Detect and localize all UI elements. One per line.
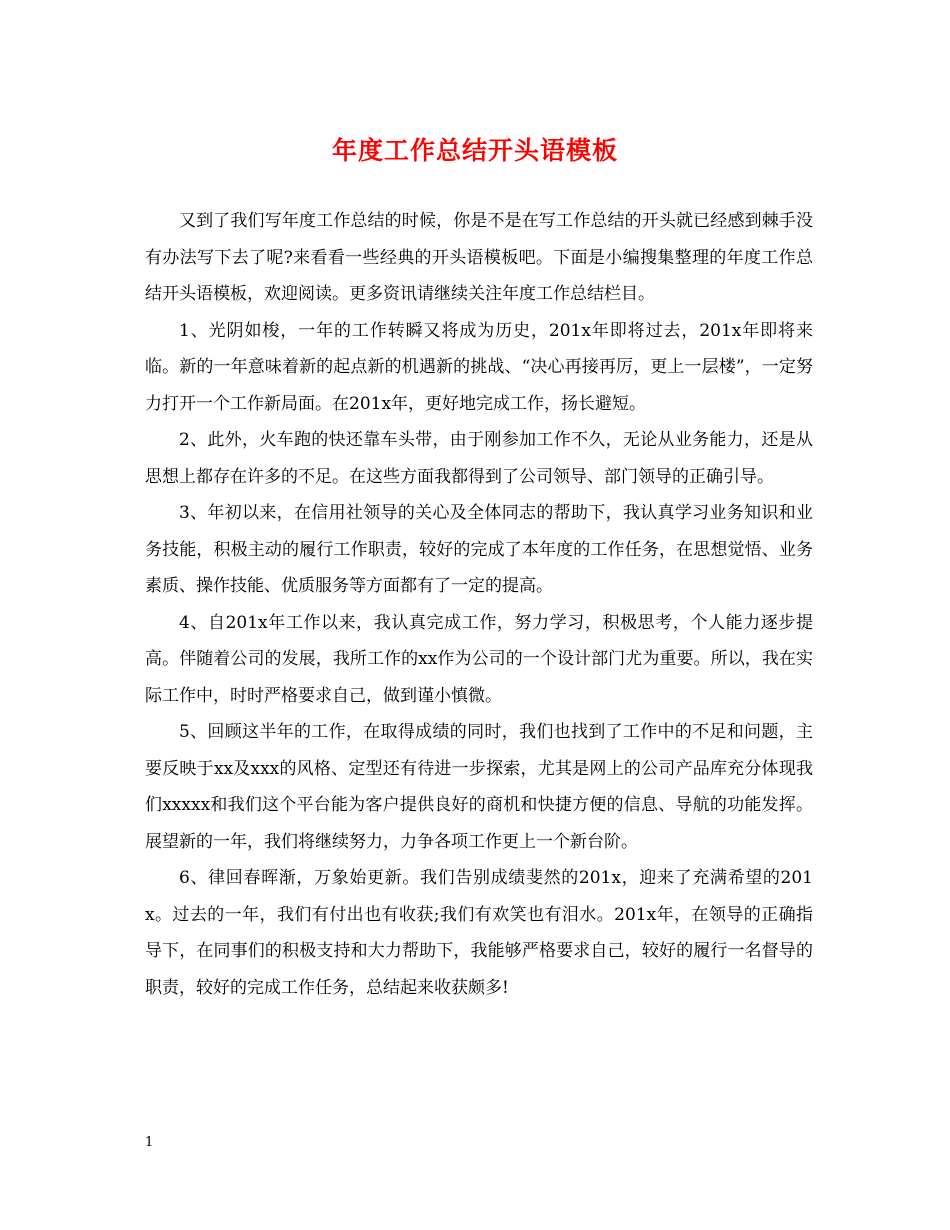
paragraph-item-6: 6、律回春晖渐，万象始更新。我们告别成绩斐然的201x，迎来了充满希望的201x。过去的一年，我们有付出也有收获;我们有欢笑也有泪水。201x年，在领导的正确指导下，在同事们的积极支持和大力帮助下，我能够严格要求自己，较好的履行一名督导的职责，较好的完成工作任务，总结起来收获颇多! [145,868,813,998]
document-title: 年度工作总结开头语模板 [331,136,618,165]
paragraph-item-4: 4、自201x年工作以来，我认真完成工作，努力学习，积极思考，个人能力逐步提高。伴随着公司的发展，我所工作的xx作为公司的一个设计部门尤为重要。所以，我在实际工作中，时时严格要求自己，做到谨小慎微。 [145,612,813,706]
paragraph-item-3: 3、年初以来，在信用社领导的关心及全体同志的帮助下，我认真学习业务知识和业务技能，积极主动的履行工作职责，较好的完成了本年度的工作任务，在思想觉悟、业务素质、操作技能、优质服务等方面都有了一定的提高。 [145,503,813,596]
paragraph-item-2: 2、此外，火车跑的快还靠车头带，由于刚参加工作不久，无论从业务能力，还是从思想上都存在许多的不足。在这些方面我都得到了公司领导、部门领导的正确引导。 [145,430,813,487]
page-number: 1 [145,1135,154,1150]
paragraph-item-1: 1、光阴如梭，一年的工作转瞬又将成为历史，201x年即将过去，201x年即将来临。新的一年意味着新的起点新的机遇新的挑战、“决心再接再厉，更上一层楼”，一定努力打开一个工作新局面。在201x年，更好地完成工作，扬长避短。 [145,320,813,414]
paragraph-item-5: 5、回顾这半年的工作，在取得成绩的同时，我们也找到了工作中的不足和问题，主要反映于xx及xxx的风格、定型还有待进一步探索，尤其是网上的公司产品库充分体现我们xxxxx和我们这个平台能为客户提供良好的商机和快捷方便的信息、导航的功能发挥。展望新的一年，我们将继续努力，力争各项工作更上一个新台阶。 [145,722,813,852]
document-body [145,203,813,1006]
paragraph-intro: 又到了我们写年度工作总结的时候，你是不是在写工作总结的开头就已经感到棘手没有办法写下去了呢?来看看一些经典的开头语模板吧。下面是小编搜集整理的年度工作总结开头语模板，欢迎阅读。更多资讯请继续关注年度工作总结栏目。 [145,211,813,304]
